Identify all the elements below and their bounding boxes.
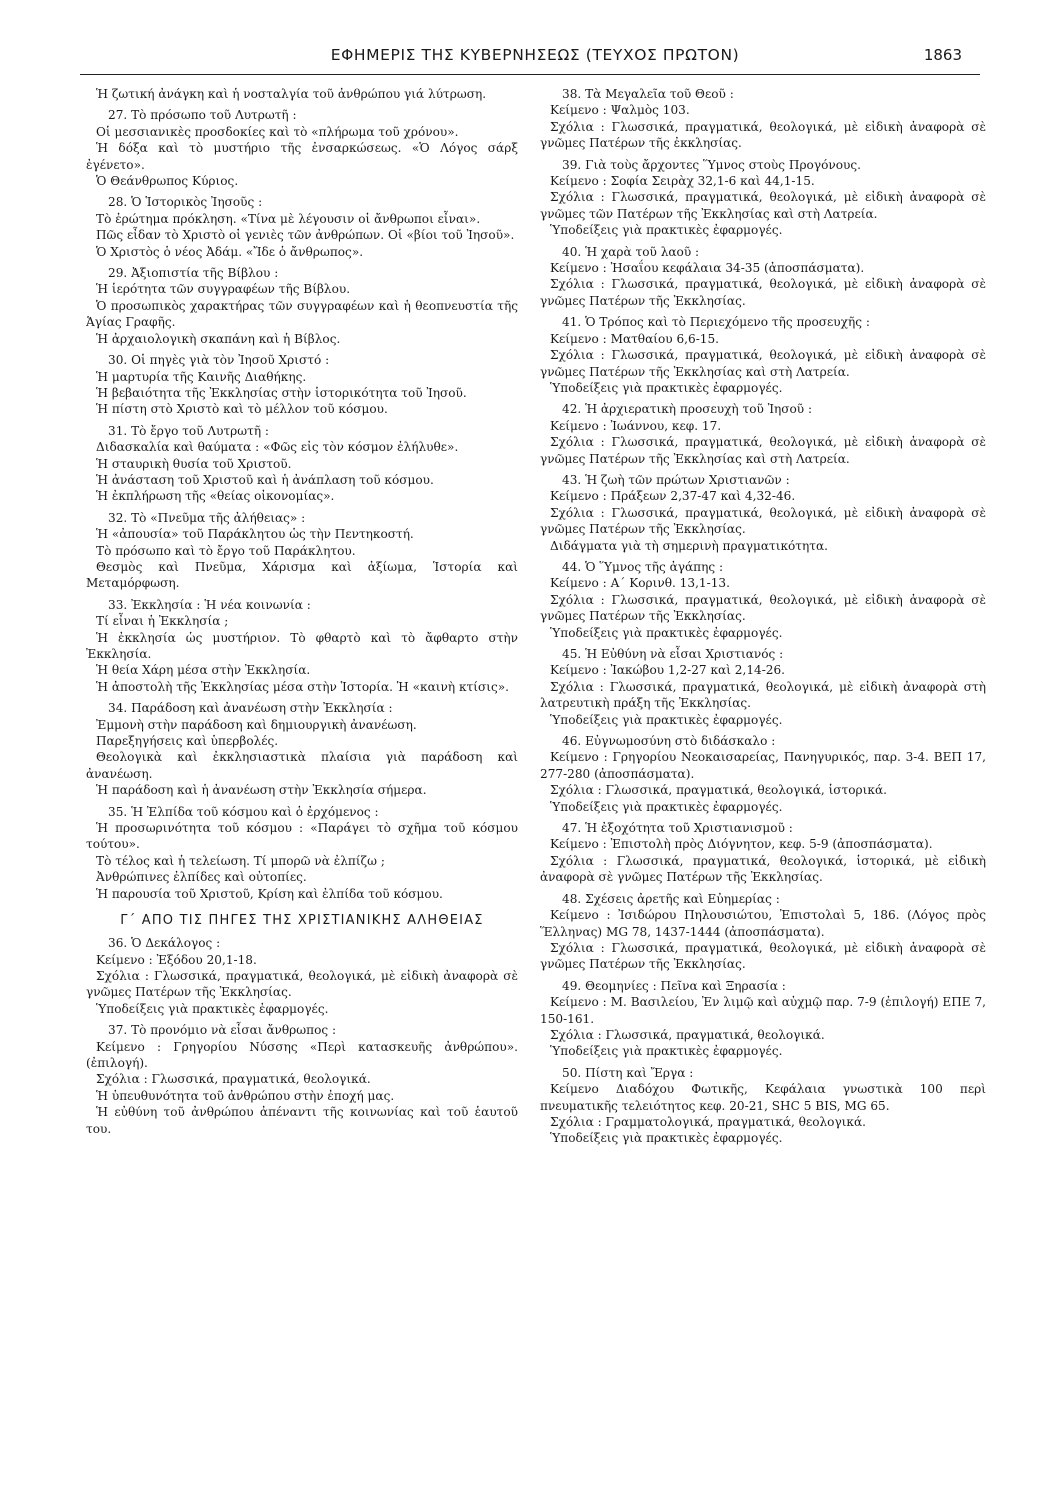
text-line: Ἡ ἱερότητα τῶν συγγραφέων τῆς Βίβλου. (96, 282, 351, 297)
part-heading: Γ΄ ΑΠΟ ΤΙΣ ΠΗΓΕΣ ΤΗΣ ΧΡΙΣΤΙΑΝΙΚΗΣ ΑΛΗΘΕΙΑΣ (120, 913, 484, 929)
section-heading: 48. Σχέσεις ἀρετῆς καὶ Εὐημερίας : (562, 891, 780, 906)
text-line: Ὁ Θεάνθρωπος Κύριος. (96, 174, 239, 189)
text-line: Ἡ ἀποστολὴ τῆς Ἐκκλησίας μέσα στὴν Ἱστορία. Ἡ «καινὴ κτίσις». (96, 679, 509, 694)
text-line: Κείμενο : Α΄ Κορινθ. 13,1-13. (550, 576, 730, 591)
text-line: Ἡ πίστη στὸ Χριστὸ καὶ τὸ μέλλον τοῦ κόσμου. (96, 402, 388, 417)
text-line: Κείμενο : Ἠσαΐου κεφάλαια 34-35 (ἀποσπάσματα). (550, 261, 865, 276)
text-line: Σχόλια : Γλωσσικά, πραγματικά, θεολογικά, μὲ εἰδικὴ ἀναφορὰ σὲ γνῶμες Πατέρων τῆς Ἐκκλησίας καὶ στὴ Λατρεία. (540, 348, 986, 379)
section-heading: 27. Τὸ πρόσωπο τοῦ Λυτρωτῆ : (108, 108, 297, 123)
text-line: Κείμενο Διαδόχου Φωτικῆς, Κεφάλαια γνωστικὰ 100 περὶ πνευματικῆς τελειότητος κεφ. 20-21, SHC 5 BIS, MG 65. (540, 1082, 986, 1113)
header-divider (80, 74, 980, 75)
section-heading: 46. Εὐγνωμοσύνη στὸ διδάσκαλο : (562, 734, 776, 749)
right-column (540, 86, 986, 1147)
text-line: Ὑποδείξεις γιὰ πρακτικὲς ἐφαρμογές. (96, 1001, 329, 1016)
text-line: Σχόλια : Γλωσσικά, πραγματικά, θεολογικά, μὲ εἰδικὴ ἀναφορὰ σὲ γνῶμες Πατέρων τῆς Ἐκκλησίας. (540, 277, 986, 308)
text-line: Θεολογικὰ καὶ ἐκκλησιαστικὰ πλαίσια γιὰ παράδοση καὶ ἀνανέωση. (86, 750, 518, 781)
left-column (86, 86, 518, 1137)
text-line: Σχόλια : Γλωσσικά, πραγματικά, θεολογικά, μὲ εἰδικὴ ἀναφορὰ σὲ γνῶμες Πατέρων τῆς Ἐκκλησίας. (86, 968, 518, 1000)
text-line: Ἡ παρουσία τοῦ Χριστοῦ, Κρίση καὶ ἐλπίδα τοῦ κόσμου. (96, 886, 443, 901)
text-line: Πῶς εἶδαν τὸ Χριστὸ οἱ γενιὲς τῶν ἀνθρώπων. Οἱ «βίοι τοῦ Ἰησοῦ». (96, 228, 515, 243)
text-line: Ἡ βεβαιότητα τῆς Ἐκκλησίας στὴν ἱστορικότητα τοῦ Ἰησοῦ. (96, 385, 467, 400)
text-line: Ἡ «ἀπουσία» τοῦ Παράκλητου ὡς τὴν Πεντηκοστή. (96, 527, 414, 542)
text-line: Τὸ τέλος καὶ ἡ τελείωση. Τί μπορῶ νὰ ἐλπίζω ; (96, 853, 385, 868)
text-line: Σχόλια : Γλωσσικά, πραγματικά, θεολογικά, μὲ εἰδικὴ ἀναφορὰ σὲ γνῶμες Πατέρων τῆς Ἐκκλησίας. (540, 592, 986, 624)
text-line: Κείμενο : Ματθαίου 6,6-15. (550, 331, 720, 346)
text-line: Ἡ ἀρχαιολογικὴ σκαπάνη καὶ ἡ Βίβλος. (96, 331, 341, 346)
text-line: Κείμενο : Σοφία Σειρὰχ 32,1-6 καὶ 44,1-15. (550, 174, 815, 189)
text-line: Παρεξηγήσεις καὶ ὑπερβολές. (96, 734, 279, 749)
section-heading: 40. Ἡ χαρὰ τοῦ λαοῦ : (562, 244, 700, 259)
text-line: Ὑποδείξεις γιὰ πρακτικὲς ἐφαρμογές. (550, 1131, 783, 1146)
section-heading: 29. Ἀξιοπιστία τῆς Βίβλου : (108, 266, 279, 281)
text-line: Κείμενο : Πράξεων 2,37-47 καὶ 4,32-46. (550, 489, 796, 504)
text-line: Κείμενο : Γρηγορίου Νεοκαισαρείας, Πανηγυρικός, παρ. 3-4. ΒΕΠ 17, 277-280 (ἀποσπάσματα). (540, 750, 986, 781)
text-line: Ὑποδείξεις γιὰ πρακτικὲς ἐφαρμογές. (550, 712, 783, 727)
text-line: Ἡ δόξα καὶ τὸ μυστήριο τῆς ἐνσαρκώσεως. «Ὁ Λόγος σάρξ ἐγένετο». (86, 141, 518, 172)
section-heading: 43. Ἡ ζωὴ τῶν πρώτων Χριστιανῶν : (562, 472, 790, 487)
text-line: Κείμενο : Μ. Βασιλείου, Ἐν λιμῷ καὶ αὐχμῷ παρ. 7-9 (ἐπιλογή) ΕΠΕ 7, 150-161. (540, 995, 986, 1026)
text-line: Ὑποδείξεις γιὰ πρακτικὲς ἐφαρμογές. (550, 380, 783, 395)
page-header (80, 46, 990, 76)
section-heading: 42. Ἡ ἀρχιερατικὴ προσευχὴ τοῦ Ἰησοῦ : (562, 402, 813, 417)
section-heading: 41. Ὁ Τρόπος καὶ τὸ Περιεχόμενο τῆς προσευχῆς : (562, 315, 870, 330)
text-line: Ἡ ἀνάσταση τοῦ Χριστοῦ καὶ ἡ ἀνάπλαση τοῦ κόσμου. (96, 472, 434, 487)
text-line: Σχόλια : Γλωσσικά, πραγματικά, θεολογικά, μὲ εἰδικὴ ἀναφορὰ σὲ γνῶμες Πατέρων τῆς Ἐκκλησίας. (540, 940, 986, 972)
section-heading: 31. Τὸ ἔργο τοῦ Λυτρωτῆ : (108, 423, 269, 438)
text-line: Σχόλια : Γλωσσικά, πραγματικά, θεολογικά, μὲ εἰδικὴ ἀναφορὰ σὲ γνῶμες Πατέρων τῆς Ἐκκλησίας καὶ στὴ Λατρεία. (540, 435, 986, 466)
section-heading: 36. Ὁ Δεκάλογος : (108, 936, 221, 951)
text-line: Ἡ ἐκπλήρωση τῆς «θείας οἰκονομίας». (96, 489, 335, 504)
section-heading: 34. Παράδοση καὶ ἀνανέωση στὴν Ἐκκλησία : (108, 701, 393, 716)
text-line: Διδάγματα γιὰ τὴ σημερινὴ πραγματικότητα. (550, 538, 828, 553)
gazette-title: ΕΦΗΜΕΡΙΣ ΤΗΣ ΚΥΒΕΡΝΗΣΕΩΣ (ΤΕΥΧΟΣ ΠΡΩΤΟΝ) (330, 46, 740, 64)
text-line: Σχόλια : Γλωσσικά, πραγματικά, θεολογικά, μὲ εἰδικὴ ἀναφορὰ σὲ γνῶμες τῶν Πατέρων τῆς Ἐκκλησίας καὶ στὴ Λατρεία. (540, 190, 986, 221)
text-line: Σχόλια : Γλωσσικά, πραγματικά, θεολογικά. (96, 1072, 371, 1087)
text-line: Σχόλια : Γλωσσικά, πραγματικά, θεολογικά, μὲ εἰδικὴ ἀναφορὰ σὲ γνῶμες Πατέρων τῆς Ἐκκλησίας. (540, 505, 986, 537)
section-heading: 33. Ἐκκλησία : Ἡ νέα κοινωνία : (108, 597, 311, 612)
section-heading: 49. Θεομηνίες : Πεῖνα καὶ Ξηρασία : (562, 978, 786, 993)
section-heading: 50. Πίστη καὶ Ἔργα : (562, 1065, 694, 1080)
text-line: Ἡ σταυρικὴ θυσία τοῦ Χριστοῦ. (96, 456, 292, 471)
text-line: Ἡ ὑπευθυνότητα τοῦ ἀνθρώπου στὴν ἐποχή μας. (96, 1088, 395, 1103)
text-line: Ὑποδείξεις γιὰ πρακτικὲς ἐφαρμογές. (550, 625, 783, 640)
text-line: Τὸ πρόσωπο καὶ τὸ ἔργο τοῦ Παράκλητου. (96, 543, 356, 558)
text-line: Κείμενο : Ἰακώβου 1,2-27 καὶ 2,14-26. (550, 663, 786, 678)
text-line: Ὁ Χριστὸς ὁ νέος Ἀδάμ. «Ἴδε ὁ ἄνθρωπος». (96, 244, 364, 259)
section-heading: 38. Τὰ Μεγαλεῖα τοῦ Θεοῦ : (562, 87, 734, 101)
section-heading: 28. Ὁ Ἱστορικὸς Ἰησοῦς : (108, 195, 263, 210)
text-line: Σχόλια : Γλωσσικά, πραγματικά, θεολογικά, ἱστορικά. (550, 783, 887, 798)
text-line: Κείμενο : Ἐξόδου 20,1-18. (96, 952, 257, 967)
text-line: Ἡ ἐκκλησία ὡς μυστήριον. Τὸ φθαρτὸ καὶ τὸ ἄφθαρτο στὴν Ἐκκλησία. (86, 630, 518, 661)
text-line: Ὑποδείξεις γιὰ πρακτικὲς ἐφαρμογές. (550, 799, 783, 814)
section-heading: 35. Ἡ Ἐλπίδα τοῦ κόσμου καὶ ὁ ἐρχόμενος : (108, 804, 379, 819)
text-line: Ἡ εὐθύνη τοῦ ἀνθρώπου ἀπέναντι τῆς κοινωνίας καὶ τοῦ ἑαυτοῦ του. (86, 1105, 518, 1136)
text-line: Ἡ θεία Χάρη μέσα στὴν Ἐκκλησία. (96, 663, 311, 678)
text-line: Οἱ μεσσιανικὲς προσδοκίες καὶ τὸ «πλήρωμα τοῦ χρόνου». (96, 124, 459, 139)
text-line: Κείμενο : Ἰσιδώρου Πηλουσιώτου, Ἐπιστολαὶ 5, 186. (Λόγος πρὸς Ἕλληνας) MG 78, 1437-1444 (ἀποσπάσματα). (540, 908, 986, 939)
section-heading: 47. Ἡ ἐξοχότητα τοῦ Χριστιανισμοῦ : (562, 821, 793, 836)
text-line: Τὸ ἐρώτημα πρόκληση. «Τίνα μὲ λέγουσιν οἱ ἄνθρωποι εἶναι». (96, 211, 481, 226)
page-number: 1863 (923, 46, 962, 64)
text-line: Διδασκαλία καὶ θαύματα : «Φῶς εἰς τὸν κόσμον ἐλήλυθε». (96, 440, 459, 455)
text-line: Κείμενο : Ἐπιστολὴ πρὸς Διόγνητον, κεφ. 5-9 (ἀποσπάσματα). (550, 837, 933, 852)
text-line: Σχόλια : Γραμματολογικά, πραγματικά, θεολογικά. (550, 1114, 866, 1129)
section-heading: 44. Ὁ Ὕμνος τῆς ἀγάπης : (562, 559, 724, 574)
text-line: Κείμενο : Ἰωάννου, κεφ. 17. (550, 418, 722, 433)
text-line: Ἡ μαρτυρία τῆς Καινῆς Διαθήκης. (96, 369, 307, 384)
text-line: Σχόλια : Γλωσσικά, πραγματικά, θεολογικά, μὲ εἰδικὴ ἀναφορὰ σὲ γνῶμες Πατέρων τῆς ἐκκλησίας. (540, 119, 986, 151)
text-line: Ἐμμονὴ στὴν παράδοση καὶ δημιουργικὴ ἀνανέωση. (96, 717, 417, 732)
text-line: Σχόλια : Γλωσσικά, πραγματικά, θεολογικά. (550, 1027, 825, 1042)
text-line: Ἡ προσωρινότητα τοῦ κόσμου : «Παράγει τὸ σχῆμα τοῦ κόσμου τούτου». (86, 821, 518, 852)
text-line: Σχόλια : Γλωσσικά, πραγματικά, θεολογικά, ἱστορικά, μὲ εἰδικὴ ἀναφορὰ σὲ γνῶμες Πατέρων τῆς Ἐκκλησίας. (540, 853, 986, 885)
section-heading: 30. Οἱ πηγὲς γιὰ τὸν Ἰησοῦ Χριστό : (108, 353, 330, 368)
text-line: Κείμενο : Ψαλμὸς 103. (550, 103, 690, 118)
text-line: Ἡ ζωτική ἀνάγκη καὶ ἡ νοσταλγία τοῦ ἀνθρώπου γιά λύτρωση. (96, 87, 487, 101)
text-line: Τί εἶναι ἡ Ἐκκλησία ; (96, 614, 229, 629)
section-heading: 45. Ἡ Εὐθύνη νὰ εἶσαι Χριστιανός : (562, 647, 784, 661)
text-line: Σχόλια : Γλωσσικά, πραγματικά, θεολογικά, μὲ εἰδικὴ ἀναφορὰ στὴ λατρευτικὴ πράξη τῆς Ἐκκλησίας. (540, 679, 986, 711)
text-line: Ἡ παράδοση καὶ ἡ ἀνανέωση στὴν Ἐκκλησία σήμερα. (96, 783, 427, 798)
section-heading: 37. Τὸ προνόμιο νὰ εἶσαι ἄνθρωπος : (108, 1023, 337, 1038)
text-line: Ὑποδείξεις γιὰ πρακτικὲς ἐφαρμογές. (550, 223, 783, 238)
section-heading: 39. Γιὰ τοὺς ἄρχοντες Ὕμνος στοὺς Προγόνους. (562, 157, 861, 172)
text-line: Κείμενο : Γρηγορίου Νύσσης «Περὶ κατασκευῆς ἀνθρώπου». (ἐπιλογή). (86, 1039, 518, 1070)
section-heading: 32. Τὸ «Πνεῦμα τῆς ἀλήθειας» : (108, 510, 306, 525)
text-line: Ὑποδείξεις γιὰ πρακτικὲς ἐφαρμογές. (550, 1044, 783, 1059)
text-line: Θεσμὸς καὶ Πνεῦμα, Χάρισμα καὶ ἀξίωμα, Ἱστορία καὶ Μεταμόρφωση. (86, 559, 518, 591)
text-line: Ὁ προσωπικὸς χαρακτήρας τῶν συγγραφέων καὶ ἡ θεοπνευστία τῆς Ἁγίας Γραφῆς. (86, 298, 518, 330)
text-line: Ἀνθρώπινες ἐλπίδες καὶ οὐτοπίες. (96, 870, 307, 885)
